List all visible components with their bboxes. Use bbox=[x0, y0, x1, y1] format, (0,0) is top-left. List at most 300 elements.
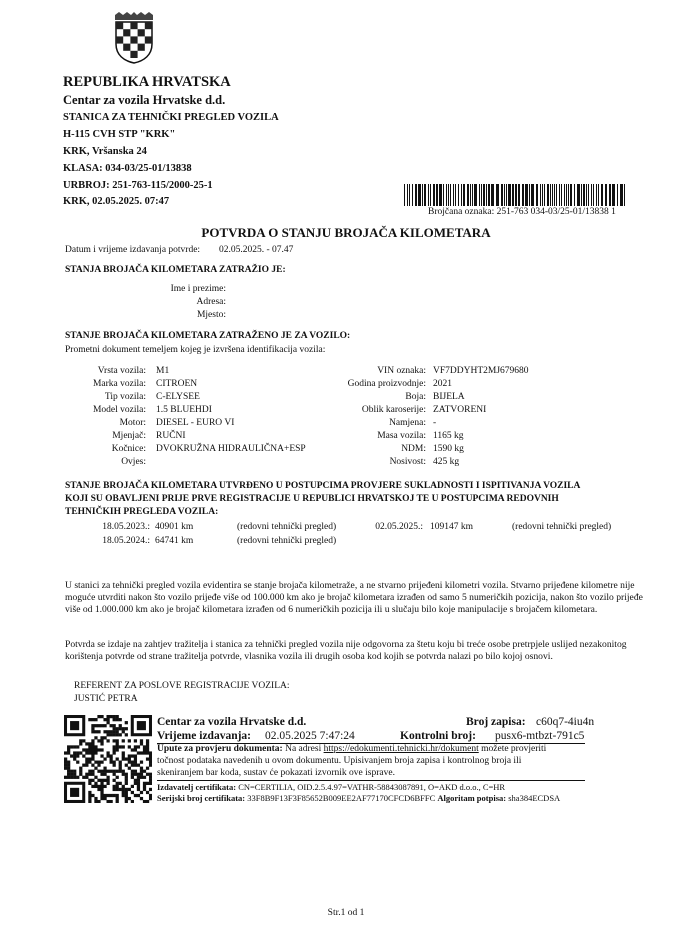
qr-module bbox=[128, 745, 131, 748]
qr-module bbox=[137, 764, 140, 767]
qr-module bbox=[125, 733, 128, 736]
qr-module bbox=[134, 773, 137, 776]
qr-module bbox=[140, 767, 143, 770]
qr-module bbox=[128, 788, 131, 791]
barcode-bar bbox=[593, 184, 594, 206]
barcode-bar bbox=[554, 184, 555, 206]
qr-module bbox=[88, 779, 91, 782]
qr-module bbox=[113, 733, 116, 736]
qr-module bbox=[106, 715, 109, 718]
barcode-bar bbox=[566, 184, 567, 206]
qr-module bbox=[119, 770, 122, 773]
qr-module bbox=[85, 776, 88, 779]
qr-module bbox=[88, 742, 91, 745]
qr-module bbox=[125, 782, 128, 785]
barcode-bar bbox=[450, 184, 451, 206]
qr-module bbox=[91, 730, 94, 733]
qr-module bbox=[91, 748, 94, 751]
qr-module bbox=[110, 724, 113, 727]
barcode-bar bbox=[483, 184, 485, 206]
qr-module bbox=[103, 724, 106, 727]
qr-module bbox=[119, 718, 122, 721]
qr-module bbox=[116, 785, 119, 788]
qr-module bbox=[110, 730, 113, 733]
qr-module bbox=[113, 730, 116, 733]
qr-module bbox=[76, 745, 79, 748]
place-date: KRK, 02.05.2025. 07:47 bbox=[63, 196, 170, 207]
reading-3-type: (redovni tehnički pregled) bbox=[512, 522, 612, 532]
qr-module bbox=[125, 773, 128, 776]
qr-module bbox=[67, 761, 70, 764]
barcode-bar bbox=[467, 184, 469, 206]
qr-module bbox=[137, 782, 140, 785]
barcode-bar bbox=[612, 184, 615, 206]
document-title: POTVRDA O STANJU BROJAČA KILOMETARA bbox=[201, 225, 491, 240]
qr-module bbox=[134, 764, 137, 767]
qr-module bbox=[100, 761, 103, 764]
qr-module bbox=[146, 742, 149, 745]
qr-module bbox=[70, 754, 73, 757]
qr-module bbox=[64, 776, 67, 779]
qr-module bbox=[128, 797, 131, 800]
qr-module bbox=[113, 724, 116, 727]
qr-module bbox=[88, 794, 91, 797]
qr-module bbox=[146, 767, 149, 770]
barcode-bar bbox=[439, 184, 442, 206]
qr-module bbox=[146, 739, 149, 742]
vehicle-engine-label: Motor: bbox=[119, 418, 146, 428]
qr-module bbox=[116, 776, 119, 779]
qr-module bbox=[137, 773, 140, 776]
barcode-bar bbox=[424, 184, 426, 206]
qr-module bbox=[113, 785, 116, 788]
qr-module bbox=[113, 761, 116, 764]
qr-module bbox=[116, 757, 119, 760]
qr-module bbox=[143, 770, 146, 773]
reading-2-km: 64741 km bbox=[155, 536, 194, 546]
qr-module bbox=[91, 757, 94, 760]
verify-url-link[interactable]: https://edokumenti.tehnicki.hr/dokument bbox=[323, 744, 479, 754]
qr-module bbox=[119, 733, 122, 736]
qr-module bbox=[97, 715, 100, 718]
qr-module bbox=[110, 715, 113, 718]
barcode-bar bbox=[570, 184, 572, 206]
reading-2-type: (redovni tehnički pregled) bbox=[237, 536, 337, 546]
qr-module bbox=[146, 745, 149, 748]
vehicle-type-value: M1 bbox=[156, 366, 170, 376]
vehicle-ndm-label: NDM: bbox=[401, 444, 426, 454]
qr-module bbox=[143, 782, 146, 785]
qr-module bbox=[113, 715, 116, 718]
qr-module bbox=[116, 782, 119, 785]
qr-module bbox=[97, 800, 100, 803]
barcode-bar bbox=[540, 184, 541, 206]
vehicle-make-value: CITROEN bbox=[156, 379, 198, 389]
qr-module bbox=[85, 742, 88, 745]
referent-title: REFERENT ZA POSLOVE REGISTRACIJE VOZILA: bbox=[74, 681, 290, 691]
vehicle-brakes-value: DVOKRUŽNA HIDRAULIČNA+ESP bbox=[156, 444, 306, 454]
note-paragraph-2: Potvrda se izdaje na zahtjev tražitelja i stanica za tehnički pregled vozila nije odgovorna za štetu koju bi treće osobe pretrpjele uslijed nezakonitog korištenja potvrde od strane tražitelja potvrde, vlasnika vozila ili drugih osoba kod kojih se potvrda nalazi po bilo kojoj osnovi. bbox=[65, 639, 627, 663]
barcode-bar bbox=[596, 184, 597, 206]
qr-module bbox=[94, 776, 97, 779]
qr-module bbox=[122, 773, 125, 776]
barcode-bar bbox=[588, 184, 589, 206]
station-code: H-115 CVH STP "KRK" bbox=[63, 129, 176, 140]
urbroj: URBROJ: 251-763-115/2000-25-1 bbox=[63, 180, 213, 191]
qr-module bbox=[116, 715, 119, 718]
qr-module bbox=[88, 800, 91, 803]
qr-module bbox=[122, 785, 125, 788]
qr-module bbox=[134, 779, 137, 782]
qr-module bbox=[70, 745, 73, 748]
verify-line-1 bbox=[157, 744, 546, 754]
barcode-bar bbox=[547, 184, 549, 206]
coat-of-arms-icon bbox=[112, 12, 156, 64]
barcode-bar bbox=[479, 184, 480, 206]
qr-module bbox=[106, 721, 109, 724]
qr-finder-inner bbox=[70, 721, 79, 730]
barcode-bar bbox=[617, 184, 618, 206]
qr-module bbox=[97, 770, 100, 773]
qr-module bbox=[67, 751, 70, 754]
qr-module bbox=[88, 757, 91, 760]
qr-module bbox=[143, 751, 146, 754]
qr-module bbox=[67, 748, 70, 751]
barcode-bar bbox=[433, 184, 435, 206]
vehicle-mass-label: Masa vozila: bbox=[377, 431, 426, 441]
qr-module bbox=[128, 767, 131, 770]
qr-module bbox=[91, 745, 94, 748]
qr-module bbox=[131, 785, 134, 788]
qr-module bbox=[97, 761, 100, 764]
qr-module bbox=[122, 770, 125, 773]
vehicle-payload-label: Nosivost: bbox=[389, 457, 426, 467]
qr-module bbox=[113, 751, 116, 754]
barcode-bar bbox=[463, 184, 465, 206]
readings-heading-line-3: TEHNIČKIH PREGLEDA VOZILA: bbox=[65, 507, 219, 517]
vehicle-color-value: BIJELA bbox=[433, 392, 465, 402]
barcode-bar bbox=[574, 184, 575, 206]
qr-module bbox=[97, 788, 100, 791]
cert-label: Izdavatelj certifikata: bbox=[157, 782, 237, 792]
qr-module bbox=[137, 779, 140, 782]
barcode-bar bbox=[430, 184, 431, 206]
qr-module bbox=[64, 757, 67, 760]
qr-module bbox=[113, 788, 116, 791]
qr-module bbox=[85, 757, 88, 760]
qr-module bbox=[113, 727, 116, 730]
station-address: KRK, Vršanska 24 bbox=[63, 146, 147, 157]
barcode-bar bbox=[556, 184, 557, 206]
barcode-bar bbox=[581, 184, 582, 206]
qr-module bbox=[76, 754, 79, 757]
verify-label: Upute za provjeru dokumenta: bbox=[157, 744, 283, 754]
barcode-bar bbox=[474, 184, 477, 206]
barcode-bar bbox=[418, 184, 421, 206]
reading-1-type: (redovni tehnički pregled) bbox=[237, 522, 337, 532]
qr-module bbox=[94, 745, 97, 748]
qr-module bbox=[103, 797, 106, 800]
qr-module bbox=[137, 751, 140, 754]
qr-module bbox=[137, 745, 140, 748]
qr-module bbox=[122, 751, 125, 754]
qr-module bbox=[73, 751, 76, 754]
qr-module bbox=[106, 794, 109, 797]
qr-module bbox=[67, 764, 70, 767]
qr-module bbox=[116, 800, 119, 803]
vehicle-body-label: Oblik karoserije: bbox=[361, 405, 426, 415]
qr-module bbox=[131, 748, 134, 751]
qr-module bbox=[97, 730, 100, 733]
qr-module bbox=[88, 761, 91, 764]
qr-module bbox=[91, 739, 94, 742]
barcode-bar bbox=[446, 184, 447, 206]
qr-module bbox=[113, 794, 116, 797]
vehicle-type-label: Vrsta vozila: bbox=[97, 366, 146, 376]
footer-issued-label: Vrijeme izdavanja: bbox=[157, 730, 251, 742]
barcode-bar bbox=[508, 184, 511, 206]
barcode-bar bbox=[620, 184, 623, 206]
qr-module bbox=[100, 724, 103, 727]
qr-module bbox=[110, 800, 113, 803]
qr-module bbox=[94, 736, 97, 739]
readings-heading-line-1: STANJE BROJAČA KILOMETARA UTVRĐENO U POSTUPCIMA PROVJERE SUKLADNOSTI I ISPITIVANJA VOZILA bbox=[65, 481, 581, 491]
barcode-bar bbox=[443, 184, 444, 206]
qr-module bbox=[149, 794, 152, 797]
issue-date-label: Datum i vrijeme izdavanja potvrde: bbox=[65, 245, 201, 255]
qr-module bbox=[100, 742, 103, 745]
qr-module bbox=[64, 767, 67, 770]
qr-module bbox=[100, 791, 103, 794]
barcode-bar bbox=[415, 184, 417, 206]
qr-module bbox=[106, 718, 109, 721]
barcode bbox=[404, 184, 628, 206]
qr-module bbox=[94, 718, 97, 721]
qr-module bbox=[122, 788, 125, 791]
footer-divider-bottom bbox=[157, 780, 585, 781]
qr-module bbox=[116, 770, 119, 773]
barcode-bar bbox=[529, 184, 530, 206]
qr-module bbox=[140, 773, 143, 776]
vehicle-purpose-value: - bbox=[433, 418, 437, 428]
barcode-bar bbox=[453, 184, 454, 206]
qr-module bbox=[103, 757, 106, 760]
cert-value: CN=CERTILIA, OID.2.5.4.97=VATHR-58843087891, O=AKD d.o.o., C=HR bbox=[238, 782, 506, 792]
barcode-bar bbox=[491, 184, 494, 206]
qr-module bbox=[116, 718, 119, 721]
qr-module bbox=[134, 782, 137, 785]
footer-control-label: Kontrolni broj: bbox=[400, 730, 476, 742]
qr-module bbox=[91, 785, 94, 788]
qr-module bbox=[122, 739, 125, 742]
qr-module bbox=[113, 739, 116, 742]
organization-name: Centar za vozila Hrvatske d.d. bbox=[63, 93, 226, 107]
qr-module bbox=[125, 764, 128, 767]
qr-module bbox=[100, 770, 103, 773]
qr-module bbox=[119, 724, 122, 727]
qr-module bbox=[82, 776, 85, 779]
qr-module bbox=[140, 776, 143, 779]
barcode-bar bbox=[583, 184, 585, 206]
qr-module bbox=[122, 794, 125, 797]
qr-module bbox=[125, 757, 128, 760]
qr-module bbox=[94, 782, 97, 785]
qr-module bbox=[97, 779, 100, 782]
qr-module bbox=[116, 748, 119, 751]
qr-module bbox=[110, 754, 113, 757]
barcode-bar bbox=[448, 184, 449, 206]
qr-module bbox=[91, 779, 94, 782]
vehicle-model-label: Model vozila: bbox=[92, 405, 146, 415]
qr-module bbox=[88, 791, 91, 794]
qr-module bbox=[79, 767, 82, 770]
qr-module bbox=[106, 770, 109, 773]
qr-module bbox=[110, 770, 113, 773]
qr-module bbox=[134, 745, 137, 748]
qr-module bbox=[73, 745, 76, 748]
qr-module bbox=[143, 788, 146, 791]
reading-3-date: 02.05.2025.: bbox=[375, 522, 423, 532]
qr-module bbox=[140, 751, 143, 754]
qr-module bbox=[125, 794, 128, 797]
qr-module bbox=[64, 764, 67, 767]
qr-module bbox=[67, 770, 70, 773]
qr-module bbox=[76, 776, 79, 779]
qr-module bbox=[113, 748, 116, 751]
qr-module bbox=[100, 736, 103, 739]
qr-module bbox=[85, 764, 88, 767]
qr-module bbox=[91, 742, 94, 745]
qr-module bbox=[64, 751, 67, 754]
qr-module bbox=[134, 754, 137, 757]
reading-3-km: 109147 km bbox=[430, 522, 474, 532]
qr-module bbox=[116, 727, 119, 730]
qr-module bbox=[149, 779, 152, 782]
vehicle-year-label: Godina proizvodnje: bbox=[347, 379, 426, 389]
qr-module bbox=[113, 779, 116, 782]
qr-module bbox=[97, 724, 100, 727]
vehicle-year-value: 2021 bbox=[433, 379, 452, 389]
qr-module bbox=[100, 782, 103, 785]
qr-module bbox=[137, 794, 140, 797]
page-number: Str.1 od 1 bbox=[327, 908, 365, 918]
barcode-bar bbox=[598, 184, 599, 206]
qr-module bbox=[116, 745, 119, 748]
qr-module bbox=[131, 773, 134, 776]
qr-module bbox=[106, 779, 109, 782]
qr-module bbox=[149, 757, 152, 760]
qr-module bbox=[82, 754, 85, 757]
qr-module bbox=[116, 794, 119, 797]
qr-module bbox=[88, 751, 91, 754]
barcode-bar bbox=[518, 184, 520, 206]
footer-record-label: Broj zapisa: bbox=[466, 716, 526, 728]
qr-module bbox=[85, 761, 88, 764]
vehicle-make-label: Marka vozila: bbox=[92, 379, 146, 389]
qr-module bbox=[119, 727, 122, 730]
qr-module bbox=[106, 733, 109, 736]
qr-module bbox=[70, 773, 73, 776]
vehicle-model-type-label: Tip vozila: bbox=[104, 392, 146, 402]
qr-module bbox=[106, 782, 109, 785]
barcode-bar bbox=[496, 184, 499, 206]
qr-module bbox=[94, 797, 97, 800]
barcode-bar bbox=[559, 184, 560, 206]
qr-module bbox=[91, 727, 94, 730]
barcode-bar bbox=[504, 184, 505, 206]
klasa: KLASA: 034-03/25-01/13838 bbox=[63, 163, 192, 174]
qr-module bbox=[149, 764, 152, 767]
qr-module bbox=[94, 730, 97, 733]
barcode-bar bbox=[552, 184, 553, 206]
barcode-bar bbox=[624, 184, 625, 206]
qr-module bbox=[82, 748, 85, 751]
qr-module bbox=[146, 773, 149, 776]
vehicle-gearbox-value: RUČNI bbox=[156, 431, 186, 441]
qr-module bbox=[88, 797, 91, 800]
barcode-bar bbox=[544, 184, 545, 206]
qr-module bbox=[125, 776, 128, 779]
verify-line-2: točnost podataka navedenih u ovom dokumentu. Upisivanjem broja zapisa i kontrolnog broja ili bbox=[157, 756, 522, 766]
requester-name-label: Ime i prezime: bbox=[170, 284, 226, 294]
qr-module bbox=[97, 739, 100, 742]
vehicle-vin-value: VF7DDYHT2MJ679680 bbox=[433, 366, 529, 376]
barcode-bar bbox=[525, 184, 528, 206]
qr-module bbox=[119, 788, 122, 791]
qr-module bbox=[146, 757, 149, 760]
barcode-bar bbox=[428, 184, 429, 206]
barcode-bar bbox=[605, 184, 607, 206]
vehicle-vin-label: VIN oznaka: bbox=[377, 366, 426, 376]
qr-module bbox=[73, 776, 76, 779]
qr-module bbox=[116, 730, 119, 733]
qr-module bbox=[125, 800, 128, 803]
qr-module bbox=[91, 751, 94, 754]
qr-module bbox=[85, 748, 88, 751]
qr-module bbox=[106, 739, 109, 742]
qr-module bbox=[106, 751, 109, 754]
barcode-bar bbox=[561, 184, 562, 206]
vehicle-gearbox-label: Mjenjač: bbox=[112, 431, 146, 441]
qr-module bbox=[88, 718, 91, 721]
qr-module bbox=[106, 754, 109, 757]
qr-module bbox=[146, 748, 149, 751]
barcode-bar bbox=[470, 184, 471, 206]
vehicle-mass-value: 1165 kg bbox=[433, 431, 464, 441]
qr-module bbox=[134, 770, 137, 773]
barcode-bar bbox=[531, 184, 534, 206]
qr-module bbox=[116, 788, 119, 791]
qr-module bbox=[149, 773, 152, 776]
qr-module bbox=[146, 751, 149, 754]
reading-1-km: 40901 km bbox=[155, 522, 194, 532]
barcode-bar bbox=[472, 184, 473, 206]
qr-module bbox=[91, 794, 94, 797]
qr-module bbox=[146, 782, 149, 785]
qr-module bbox=[122, 727, 125, 730]
qr-module bbox=[116, 733, 119, 736]
qr-module bbox=[110, 794, 113, 797]
qr-module bbox=[140, 797, 143, 800]
qr-module bbox=[140, 761, 143, 764]
qr-module bbox=[146, 791, 149, 794]
qr-module bbox=[125, 727, 128, 730]
qr-module bbox=[94, 761, 97, 764]
qr-module bbox=[103, 794, 106, 797]
vehicle-heading: STANJE BROJAČA KILOMETARA ZATRAŽENO JE ZA VOZILO: bbox=[65, 331, 351, 341]
qr-module bbox=[146, 800, 149, 803]
qr-module bbox=[97, 785, 100, 788]
